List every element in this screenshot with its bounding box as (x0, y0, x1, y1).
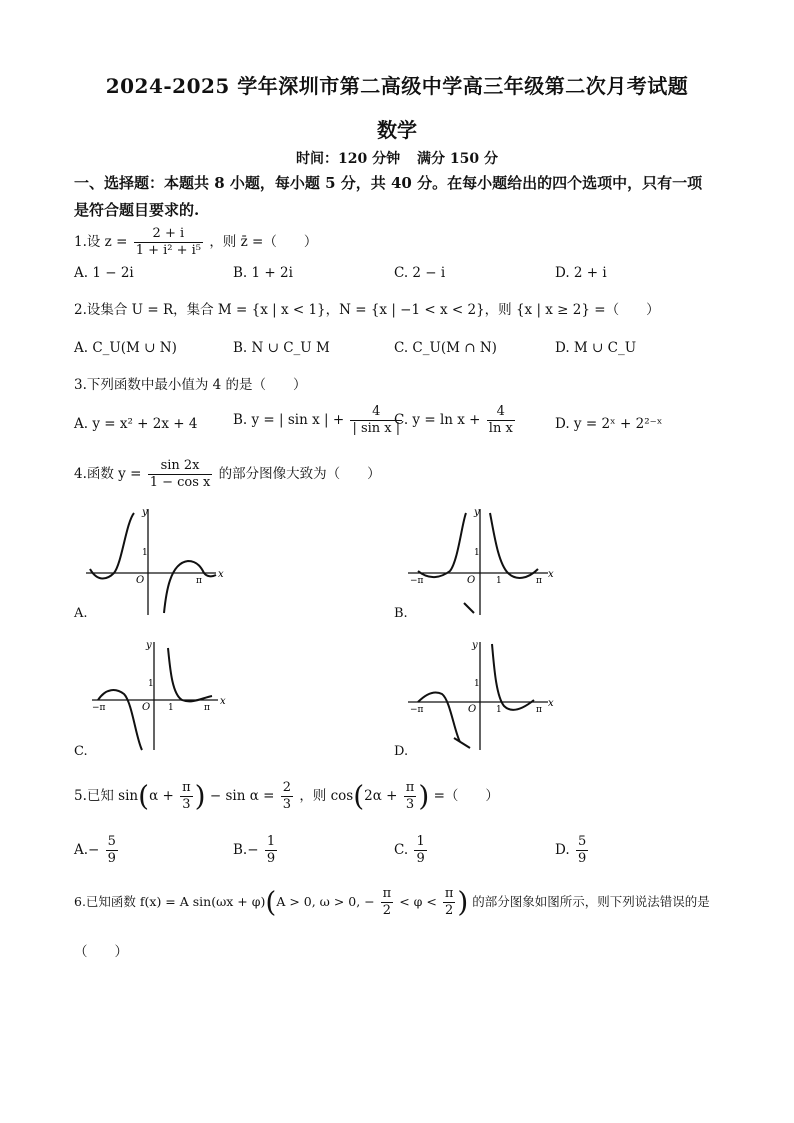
q1-prefix: 1.设 z = (74, 234, 128, 250)
q5-pi-b: π (405, 780, 415, 795)
graph-b-one: 1 (474, 548, 480, 558)
question-1 (74, 226, 317, 259)
graph-b-pi: π (536, 576, 542, 586)
q5-paren2-open: ( (353, 779, 365, 813)
q5-a-label: A. (74, 842, 89, 858)
graph-c-curve-right (168, 648, 212, 701)
q5-d-den: 9 (577, 851, 587, 866)
q4-prefix: 4.函数 y = (74, 466, 142, 482)
q3-option-c (394, 404, 517, 437)
q4-denominator: 1 − cos x (149, 475, 211, 490)
graph-b-x-label: x (548, 569, 554, 580)
graph-a-curve-left (90, 513, 134, 579)
q6-pi-over-2-b (443, 886, 456, 919)
q1-denominator: 1 + i² + i⁵ (135, 243, 202, 258)
q5-d-num: 5 (577, 834, 587, 849)
q5-b-num: 1 (266, 834, 276, 849)
q4-fraction (148, 458, 213, 491)
graph-b-curve-left (418, 513, 466, 577)
q3-b-den: | sin x | (352, 421, 401, 436)
score-label: 满分 150 分 (417, 151, 498, 167)
q6-paren-open: ( (265, 885, 277, 919)
q6-two-a: 2 (382, 903, 392, 918)
graph-b-origin: O (467, 575, 476, 586)
q3-option-a: A. y = x² + 2x + 4 (74, 416, 198, 432)
q5-option-d (555, 834, 590, 867)
graph-a-y-label: y (142, 507, 148, 518)
graph-a-one: 1 (142, 548, 148, 558)
q5-prefix: 5.已知 sin (74, 788, 139, 804)
q5-d-label: D. (555, 842, 570, 858)
q4-suffix: 的部分图像大致为（ ） (218, 466, 381, 482)
q5-b-den: 9 (266, 851, 276, 866)
graph-d-one: 1 (474, 679, 480, 689)
graph-c-pi: π (204, 703, 210, 713)
graph-c-origin: O (142, 702, 151, 713)
q1-option-d: D. 2 + i (555, 265, 607, 281)
q2-option-c: C. C_U(M ∩ N) (394, 340, 497, 356)
graph-c-one: 1 (148, 679, 154, 689)
q3-c-num: 4 (487, 404, 515, 421)
q6-pi-a: π (382, 886, 392, 901)
q5-paren-close: ) (194, 779, 206, 813)
q5-paren2-close: ) (418, 779, 430, 813)
q6-lt: < φ < (399, 894, 437, 909)
q5-c-label: C. (394, 842, 409, 858)
graph-b (404, 503, 554, 618)
graph-a (84, 503, 224, 618)
q5-option-a (74, 834, 120, 867)
q2-option-a: A. C_U(M ∪ N) (74, 340, 177, 356)
q5-rhs-num: 2 (282, 780, 292, 795)
q5-c-num: 1 (416, 834, 425, 849)
exam-subject: 数学 (377, 118, 417, 142)
graph-b-neg-pi: −π (410, 576, 424, 586)
graph-a-label: A. (74, 606, 88, 621)
q4-numerator: sin 2x (148, 458, 213, 475)
graph-a-curve-right (164, 561, 216, 613)
graph-c-label: C. (74, 744, 88, 759)
section-line-2: 是符合题目要求的. (74, 201, 200, 219)
q5-pi-over-3-a (180, 780, 193, 813)
graph-a-pi: π (196, 576, 202, 586)
q1-option-c: C. 2 − i (394, 265, 446, 281)
q5-pi-over-3-b (404, 780, 417, 813)
q6-answer-paren: （ ） (74, 944, 128, 960)
q5-suffix: =（ ） (433, 788, 499, 804)
q3-option-b (233, 404, 404, 437)
graph-d-curve-tail (454, 738, 470, 748)
q5-then: ，则 cos (299, 788, 354, 804)
graph-a-x-label: x (218, 569, 224, 580)
graph-b-label: B. (394, 606, 408, 621)
q5-option-c (394, 834, 429, 867)
graph-d (404, 638, 554, 753)
q5-c-fraction (414, 834, 426, 867)
question-2: 2.设集合 U = R，集合 M = {x | x < 1}，N = {x | −1 < x < 2}，则 {x | x ≥ 2} =（ ） (74, 302, 660, 318)
q5-c-den: 9 (416, 851, 425, 866)
graph-d-curve-right (492, 644, 534, 710)
q1-option-a: A. 1 − 2i (74, 265, 134, 281)
q3-option-d: D. y = 2ˣ + 2²⁻ˣ (555, 416, 663, 432)
question-5 (74, 780, 499, 813)
graph-b-curve-right (490, 513, 538, 578)
q3-c-text: C. y = ln x + (394, 412, 481, 428)
graph-c-curve-left (98, 690, 142, 750)
q6-pi-over-2-a (381, 886, 394, 919)
q5-b-label: B. (233, 842, 248, 858)
q5-b-fraction (265, 834, 277, 867)
q6-pi-b: π (444, 886, 454, 901)
exam-title: 2024-2025 学年深圳市第二高级中学高三年级第二次月考试题 (105, 74, 689, 98)
q5-rhs-den: 3 (282, 797, 292, 812)
q6-two-b: 2 (444, 903, 454, 918)
q5-a-den: 9 (107, 851, 116, 866)
graph-b-y-label: y (474, 507, 480, 518)
graph-b-one-x: 1 (496, 576, 502, 586)
q6-prefix: 6.已知函数 f(x) = A sin(ωx + φ) (74, 894, 266, 909)
graph-d-pi: π (536, 705, 542, 715)
q5-pi-a: π (182, 780, 191, 795)
q5-paren-open: ( (138, 779, 150, 813)
q5-three-b: 3 (405, 797, 415, 812)
graph-d-label: D. (394, 744, 409, 759)
q3-b-text: B. y = | sin x | + (233, 412, 345, 428)
graph-b-curve-tail (464, 603, 474, 613)
q1-fraction (134, 226, 203, 259)
graph-c-y-label: y (146, 640, 152, 651)
q5-arg1: α + (149, 788, 174, 804)
q5-a-fraction (106, 834, 118, 867)
q2-option-b: B. N ∪ C_U M (233, 340, 330, 356)
exam-time-score (0, 148, 794, 168)
graph-d-neg-pi: −π (410, 705, 424, 715)
graph-c-x-label: x (220, 696, 226, 707)
graph-c-neg-pi: −π (92, 703, 106, 713)
graph-d-origin: O (468, 704, 477, 715)
q2-option-d: D. M ∪ C_U (555, 340, 637, 356)
q5-three-a: 3 (182, 797, 191, 812)
q5-mid: − sin α = (209, 788, 275, 804)
q3-b-num: 4 (350, 404, 402, 421)
question-3: 3.下列函数中最小值为 4 的是（ ） (74, 377, 307, 393)
question-6 (74, 886, 710, 919)
q5-option-b (233, 834, 279, 867)
graph-c (84, 638, 234, 753)
graph-a-origin: O (136, 575, 145, 586)
time-label: 时间：120 分钟 (296, 151, 401, 167)
q1-option-b: B. 1 + 2i (233, 265, 293, 281)
q6-paren-close: ) (457, 885, 469, 919)
graph-c-one-x: 1 (168, 703, 174, 713)
question-4 (74, 458, 381, 491)
q6-cond: A > 0, ω > 0, − (276, 894, 375, 909)
q6-suffix: 的部分图象如图所示，则下列说法错误的是 (472, 894, 710, 909)
section-line-1: 一、选择题：本题共 8 小题，每小题 5 分，共 40 分。在每小题给出的四个选项中，只有一项 (74, 174, 703, 192)
section-heading (74, 170, 724, 224)
q1-numerator: 2 + i (134, 226, 203, 243)
q5-a-num: 5 (107, 834, 116, 849)
q5-d-fraction (576, 834, 588, 867)
graph-d-curve-left (418, 692, 460, 742)
q5-a-sign: − (88, 842, 100, 858)
q5-b-sign: − (247, 842, 259, 858)
q3-c-den: ln x (488, 421, 513, 436)
q5-arg2: 2α + (364, 788, 398, 804)
q5-rhs (281, 780, 293, 813)
graph-d-one-x: 1 (496, 705, 502, 715)
q1-suffix: ，则 z̄ =（ ） (209, 234, 318, 250)
graph-d-x-label: x (548, 698, 554, 709)
graph-d-y-label: y (472, 640, 478, 651)
q3-c-fraction (487, 404, 515, 437)
